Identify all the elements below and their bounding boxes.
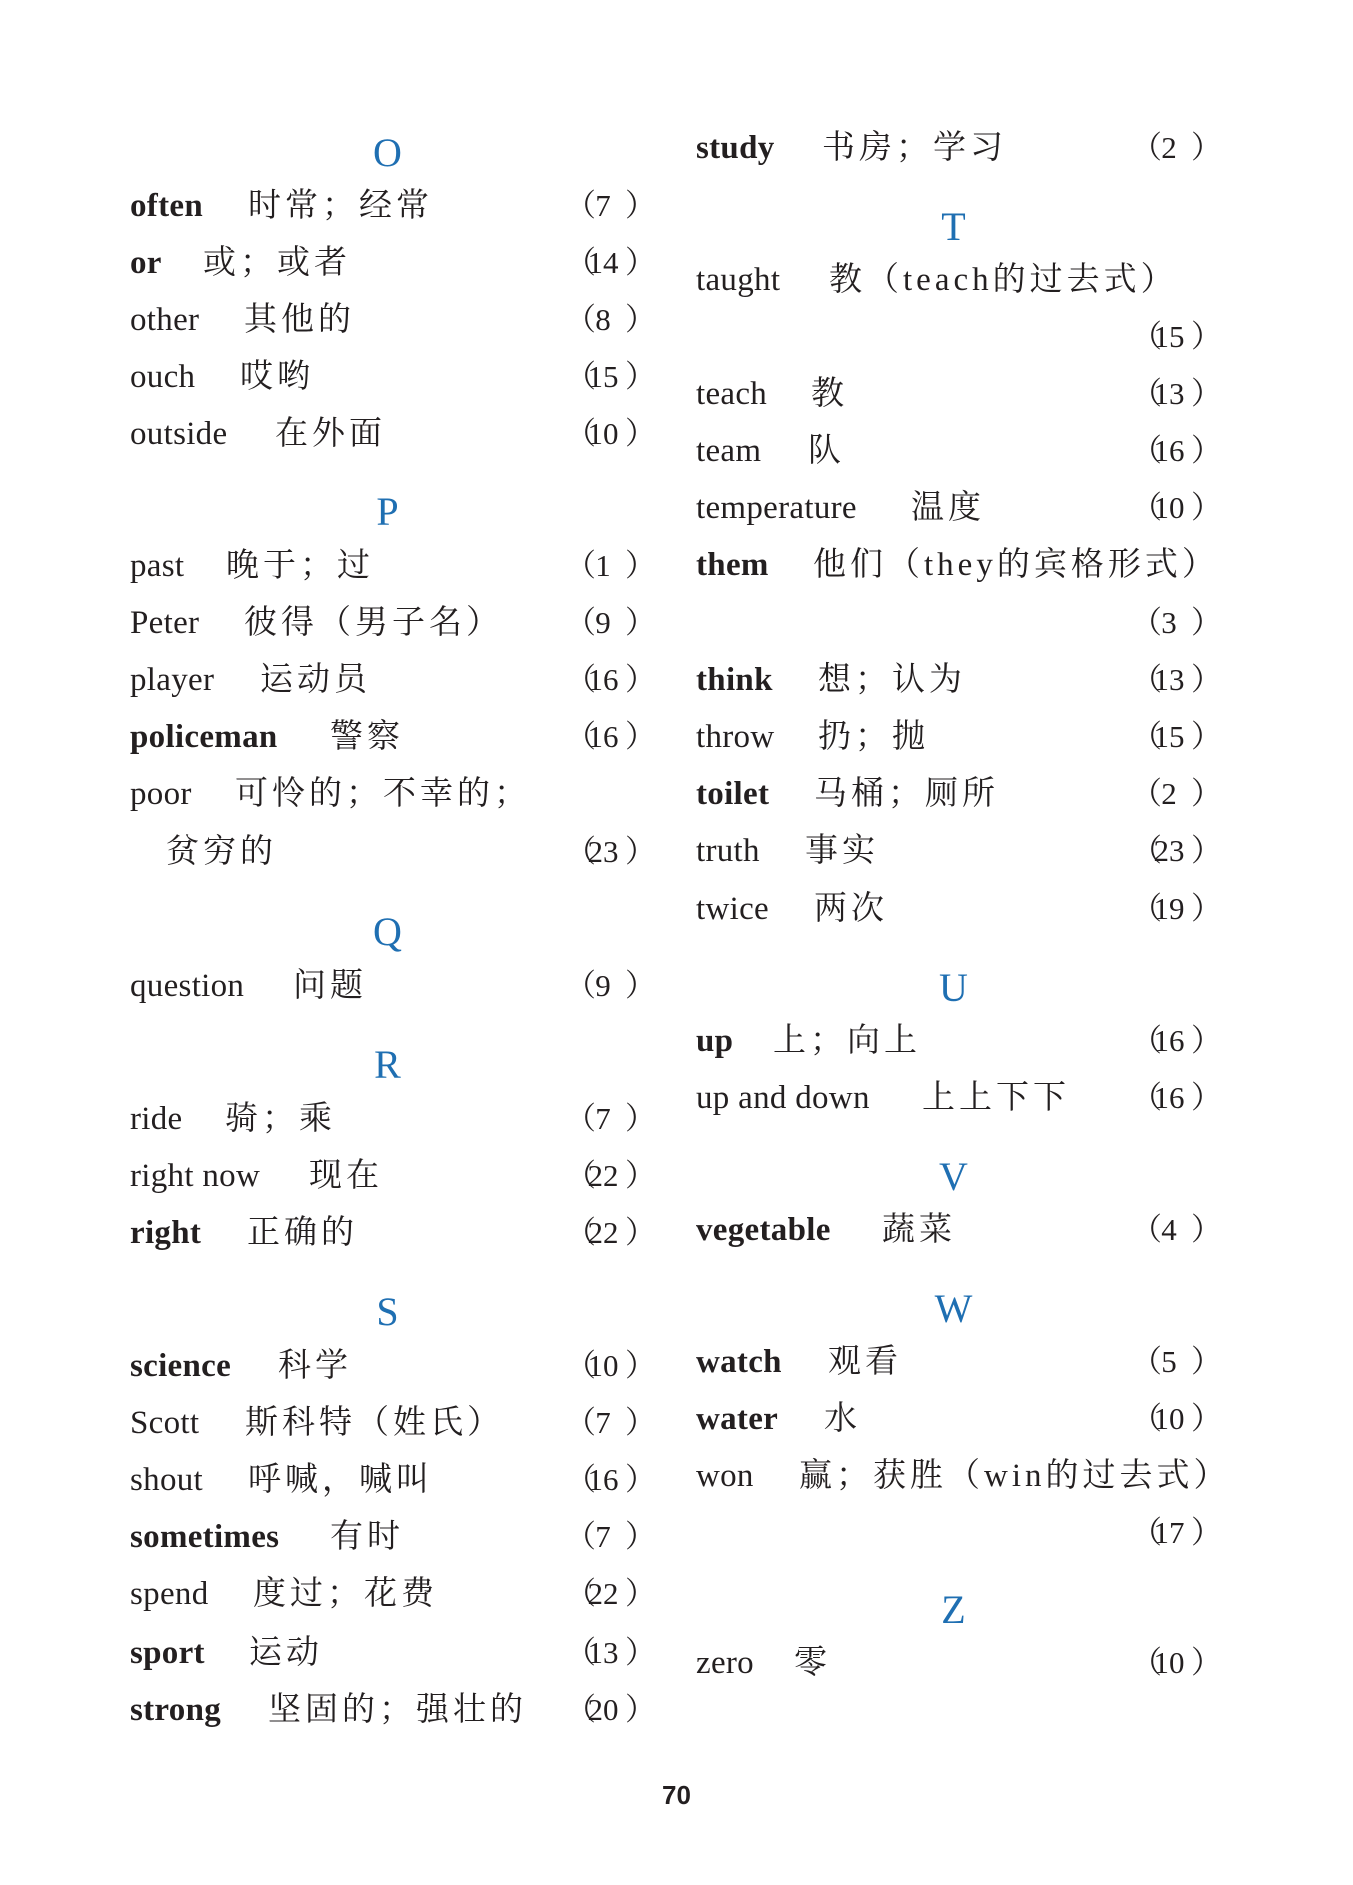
entry-page-ref: （2 ） [1131, 776, 1222, 811]
entry-chinese: 蔬菜 [882, 1212, 956, 1248]
entry-chinese: 在外面 [275, 416, 386, 452]
entry-word: twice [696, 891, 769, 927]
entry-chinese: 正确的 [247, 1215, 358, 1251]
entry-page-ref: （13 ） [565, 1635, 656, 1670]
entry-spend [130, 1574, 656, 1614]
entry-sport [130, 1633, 656, 1673]
entry-chinese: 马桶；厕所 [814, 776, 999, 812]
entry-chinese: 彼得（男子名） [244, 605, 503, 641]
entry-page-ref: （16 ） [565, 1462, 656, 1497]
entry-word: ride [130, 1101, 183, 1137]
entry-chinese: 斯科特（姓氏） [245, 1405, 504, 1441]
entry-word: Peter [130, 605, 200, 641]
entry-word: up and down [696, 1080, 870, 1116]
entry-player [130, 660, 656, 700]
entry-past [130, 546, 656, 586]
letter-heading-o: O [373, 130, 402, 175]
entry-chinese: 赢；获胜（win的过去式） [799, 1458, 1231, 1494]
entry-chinese: 扔；抛 [818, 719, 929, 755]
entry-word: ouch [130, 359, 196, 395]
entry-strong [130, 1690, 656, 1730]
letter-heading-p: P [376, 489, 399, 534]
entry-word: question [130, 968, 245, 1004]
entry-word: sport [130, 1635, 205, 1671]
entry-word: often [130, 188, 203, 224]
entry-word: vegetable [696, 1212, 831, 1248]
entry-word: throw [696, 719, 775, 755]
entry-page-ref: （14 ） [565, 245, 656, 280]
entry-word: teach [696, 376, 768, 412]
entry-page-ref: （23 ） [1131, 833, 1222, 868]
entry-them-page [696, 603, 1222, 643]
letter-heading-z: Z [941, 1587, 966, 1632]
entry-page-ref: （15 ） [1131, 319, 1222, 354]
entry-page-ref: （7 ） [565, 1101, 656, 1136]
entry-up-and-down [696, 1078, 1222, 1118]
entry-think [696, 660, 1222, 700]
entry-page-ref: （23 ） [565, 834, 656, 869]
entry-toilet [696, 774, 1222, 814]
entry-chinese: 时常；经常 [248, 188, 433, 224]
entry-taught [696, 260, 1211, 300]
entry-page-ref: （22 ） [565, 1576, 656, 1611]
entry-word: strong [130, 1692, 222, 1728]
entry-chinese: 队 [808, 433, 845, 469]
entry-word: won [696, 1458, 754, 1494]
entry-word: taught [696, 262, 781, 298]
entry-question [130, 966, 656, 1006]
entry-chinese: 哎哟 [240, 359, 314, 395]
entry-chinese: 他们（they的宾格形式） [813, 547, 1219, 583]
entry-word: sometimes [130, 1519, 280, 1555]
letter-heading-u: U [939, 965, 968, 1010]
entry-ride [130, 1099, 656, 1139]
entry-page-ref: （20 ） [565, 1692, 656, 1727]
entry-page-ref: （22 ） [565, 1215, 656, 1250]
entry-page-ref: （9 ） [565, 968, 656, 1003]
entry-truth [696, 831, 1222, 871]
entry-page-ref: （13 ） [1131, 662, 1222, 697]
entry-word: player [130, 662, 215, 698]
entry-page-ref: （7 ） [565, 1405, 656, 1440]
entry-page-ref: （15 ） [565, 359, 656, 394]
entry-chinese: 运动员 [260, 662, 371, 698]
entry-throw [696, 717, 1222, 757]
entry-chinese: 晚于；过 [226, 548, 374, 584]
entry-taught-page [696, 317, 1222, 357]
entry-chinese: 书房；学习 [822, 130, 1007, 166]
entry-page-ref: （8 ） [565, 302, 656, 337]
entry-team [696, 431, 1222, 471]
entry-them [696, 545, 1219, 585]
entry-page-ref: （10 ） [1131, 1645, 1222, 1680]
entry-word: outside [130, 416, 228, 452]
entry-ouch [130, 357, 656, 397]
entry-word: policeman [130, 719, 278, 755]
entry-right [130, 1213, 656, 1253]
entry-teach [696, 374, 1222, 414]
entry-watch [696, 1342, 1222, 1382]
entry-policeman [130, 717, 656, 757]
entry-up [696, 1021, 1222, 1061]
entry-temperature [696, 488, 1222, 528]
letter-heading-v: V [939, 1154, 968, 1199]
entry-sometimes [130, 1517, 656, 1557]
entry-word: other [130, 302, 200, 338]
entry-page-ref: （3 ） [1131, 605, 1222, 640]
entry-word: Scott [130, 1405, 200, 1441]
entry-other [130, 300, 656, 340]
entry-study [696, 128, 1222, 168]
entry-shout [130, 1460, 656, 1500]
entry-chinese: 教（teach的过去式） [829, 262, 1178, 298]
entry-chinese: 观看 [828, 1344, 902, 1380]
entry-page-ref: （7 ） [565, 188, 656, 223]
entry-page-ref: （19 ） [1131, 891, 1222, 926]
entry-page-ref: （16 ） [1131, 1080, 1222, 1115]
entry-page-ref: （9 ） [565, 605, 656, 640]
entry-page-ref: （22 ） [565, 1158, 656, 1193]
entry-chinese: 坚固的；强壮的 [268, 1692, 527, 1728]
entry-won [696, 1456, 1231, 1496]
entry-poor [130, 774, 645, 814]
entry-word: water [696, 1401, 779, 1437]
entry-twice [696, 889, 1222, 929]
entry-word: spend [130, 1576, 209, 1612]
entry-page-ref: （15 ） [1131, 719, 1222, 754]
entry-chinese: 运动 [249, 1635, 323, 1671]
entry-chinese: 警察 [330, 719, 404, 755]
entry-won-page [696, 1513, 1222, 1553]
entry-page-ref: （10 ） [565, 416, 656, 451]
entry-word: science [130, 1348, 232, 1384]
entry-science [130, 1346, 656, 1386]
entry-page-ref: （16 ） [1131, 433, 1222, 468]
entry-word: toilet [696, 776, 770, 812]
entry-word: zero [696, 1645, 754, 1681]
entry-word: right now [130, 1158, 261, 1194]
entry-word: team [696, 433, 762, 469]
entry-chinese: 问题 [293, 968, 367, 1004]
entry-or [130, 243, 656, 283]
entry-word: temperature [696, 490, 857, 526]
entry-word: past [130, 548, 185, 584]
entry-word: think [696, 662, 773, 698]
letter-heading-q: Q [373, 909, 402, 954]
entry-word: study [696, 130, 775, 166]
entry-page-ref: （4 ） [1131, 1212, 1222, 1247]
entry-word: watch [696, 1344, 782, 1380]
entry-page-ref: （10 ） [565, 1348, 656, 1383]
entry-chinese: 零 [794, 1645, 831, 1681]
entry-chinese: 其他的 [244, 302, 355, 338]
entry-scott [130, 1403, 656, 1443]
entry-chinese: 温度 [911, 490, 985, 526]
entry-vegetable [696, 1210, 1222, 1250]
entry-chinese: 两次 [814, 891, 888, 927]
letter-heading-w: W [934, 1286, 973, 1331]
entry-right-now [130, 1156, 656, 1196]
entry-chinese: 教 [811, 376, 848, 412]
entry-water [696, 1399, 1222, 1439]
entry-word: truth [696, 833, 760, 869]
entry-page-ref: （16 ） [1131, 1023, 1222, 1058]
entry-word: shout [130, 1462, 204, 1498]
entry-page-ref: （7 ） [565, 1519, 656, 1554]
entry-word: right [130, 1215, 202, 1251]
entry-often [130, 186, 656, 226]
entry-word: poor [130, 776, 192, 812]
page-number: 70 [662, 1780, 691, 1810]
entry-chinese: 或；或者 [203, 245, 351, 281]
entry-chinese: 科学 [278, 1348, 352, 1384]
entry-word: up [696, 1023, 734, 1059]
entry-page-ref: （10 ） [1131, 490, 1222, 525]
entry-page-ref: （5 ） [1131, 1344, 1222, 1379]
entry-chinese: 上上下下 [922, 1080, 1070, 1116]
entry-chinese: 可怜的；不幸的； [235, 776, 531, 812]
entry-page-ref: （16 ） [565, 662, 656, 697]
entry-chinese: 现在 [309, 1158, 383, 1194]
entry-page-ref: （2 ） [1131, 130, 1222, 165]
entry-chinese: 想；认为 [818, 662, 966, 698]
entry-outside [130, 414, 656, 454]
entry-chinese: 呼喊，喊叫 [248, 1462, 433, 1498]
entry-word: or [130, 245, 162, 281]
letter-heading-t: T [941, 204, 966, 249]
entry-zero [696, 1643, 1222, 1683]
entry-chinese-continued: 贫穷的 [166, 834, 277, 870]
entry-chinese: 水 [824, 1401, 861, 1437]
entry-page-ref: （16 ） [565, 719, 656, 754]
entry-page-ref: （1 ） [565, 548, 656, 583]
entry-peter [130, 603, 656, 643]
entry-word: them [696, 547, 769, 583]
entry-chinese: 度过；花费 [253, 1576, 438, 1612]
entry-chinese: 有时 [330, 1519, 404, 1555]
entry-chinese: 上；向上 [773, 1023, 921, 1059]
entry-chinese: 骑；乘 [225, 1101, 336, 1137]
entry-chinese: 事实 [805, 833, 879, 869]
letter-heading-s: S [376, 1289, 399, 1334]
entry-poor-continued [130, 832, 656, 872]
letter-heading-r: R [374, 1042, 401, 1087]
entry-page-ref: （17 ） [1131, 1515, 1222, 1550]
entry-page-ref: （13 ） [1131, 376, 1222, 411]
entry-page-ref: （10 ） [1131, 1401, 1222, 1436]
